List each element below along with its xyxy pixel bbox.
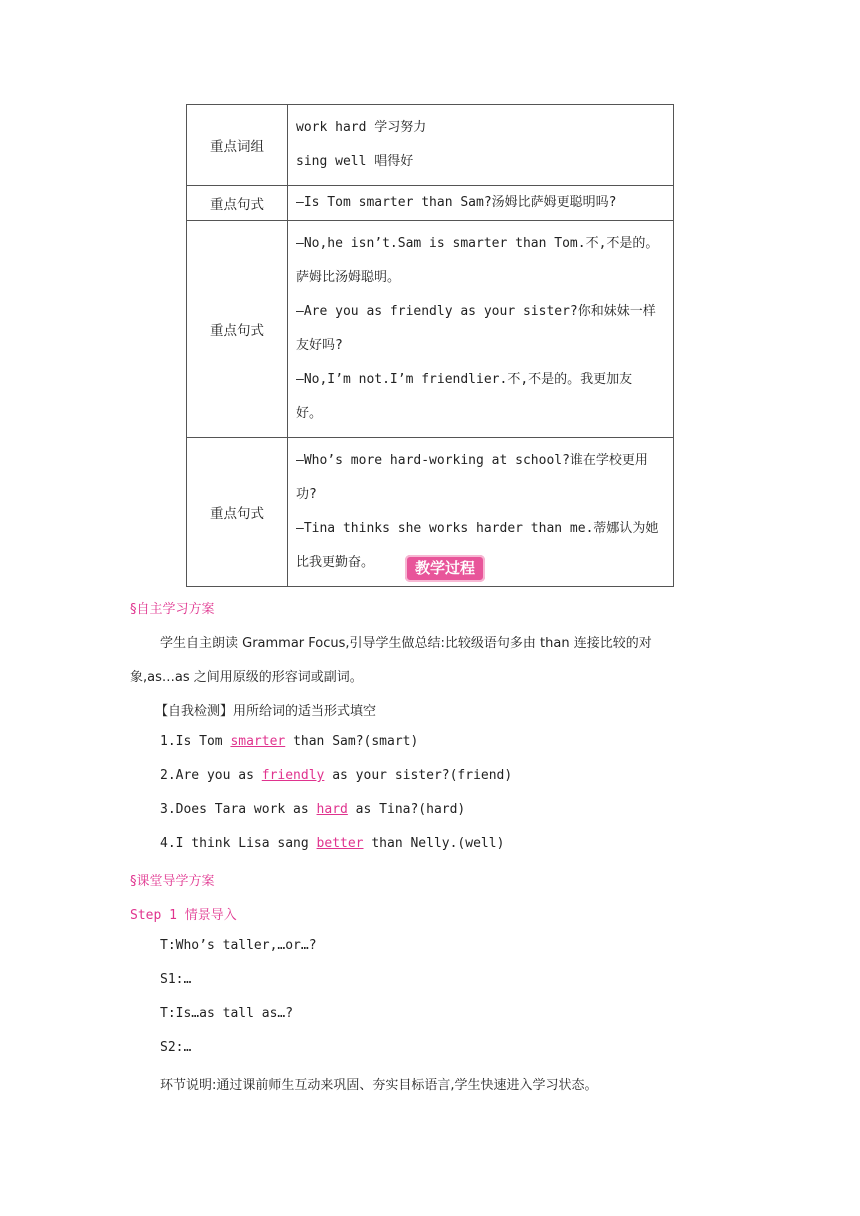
dialog-line: S1:… (160, 972, 192, 987)
table-row (187, 105, 674, 186)
row-content (288, 221, 674, 438)
content-line: 友好吗? (296, 338, 343, 353)
item-text: 4.I think Lisa sang (160, 836, 317, 851)
row-content (288, 105, 674, 186)
section-heading: §课堂导学方案 (130, 874, 215, 889)
dialog-line: T:Is…as tall as…? (160, 1006, 294, 1021)
item-text: 2.Are you as (160, 768, 262, 783)
item-text: than Nelly.(well) (363, 836, 505, 851)
exercise-item (160, 734, 418, 749)
content-line: —Is Tom smarter than Sam?汤姆比萨姆更聪明吗? (296, 195, 617, 210)
paragraph-line: 学生自主朗读 Grammar Focus,引导学生做总结:比较级语句多由 than 连接比较的对 (160, 636, 652, 651)
answer-blank: hard (316, 802, 348, 817)
exercise-title: 【自我检测】用所给词的适当形式填空 (155, 704, 377, 719)
step-heading: Step 1 情景导入 (130, 908, 237, 923)
section-banner: 教学过程 (405, 555, 485, 582)
step-note: 环节说明:通过课前师生互动来巩固、夯实目标语言,学生快速进入学习状态。 (160, 1078, 598, 1093)
section-heading: §自主学习方案 (130, 602, 215, 617)
content-line: work hard 学习努力 (296, 120, 427, 135)
exercise-item (160, 836, 504, 851)
dialog-line: S2:… (160, 1040, 192, 1055)
row-label: 重点词组 (187, 105, 288, 186)
answer-blank: better (316, 836, 364, 851)
content-line: 比我更勤奋。 (296, 555, 375, 570)
item-text: as your sister?(friend) (324, 768, 513, 783)
content-line: 萨姆比汤姆聪明。 (296, 270, 401, 285)
content-line: sing well 唱得好 (296, 154, 414, 169)
content-line: —Who’s more hard-working at school?谁在学校更用 (296, 453, 648, 468)
item-text: than Sam?(smart) (285, 734, 419, 749)
content-line: 好。 (296, 406, 323, 421)
answer-blank: friendly (261, 768, 325, 783)
row-label: 重点句式 (187, 186, 288, 221)
exercise-item (160, 768, 512, 783)
table-row (187, 186, 674, 221)
key-points-table (186, 104, 674, 587)
dialog-line: T:Who’s taller,…or…? (160, 938, 317, 953)
exercise-item (160, 802, 465, 817)
content-line: —Tina thinks she works harder than me.蒂娜认为她 (296, 521, 659, 536)
paragraph-line: 象,as…as 之间用原级的形容词或副词。 (130, 670, 363, 685)
content-line: —No,he isn’t.Sam is smarter than Tom.不,不是的。 (296, 236, 659, 251)
item-text: 1.Is Tom (160, 734, 231, 749)
row-label: 重点句式 (187, 221, 288, 438)
row-label: 重点句式 (187, 438, 288, 587)
answer-blank: smarter (230, 734, 286, 749)
content-line: —No,I’m not.I’m friendlier.不,不是的。我更加友 (296, 372, 633, 387)
content-line: —Are you as friendly as your sister?你和妹妹一样 (296, 304, 656, 319)
table-row (187, 221, 674, 438)
row-content (288, 186, 674, 221)
content-line: 功? (296, 487, 317, 502)
item-text: as Tina?(hard) (347, 802, 466, 817)
item-text: 3.Does Tara work as (160, 802, 317, 817)
